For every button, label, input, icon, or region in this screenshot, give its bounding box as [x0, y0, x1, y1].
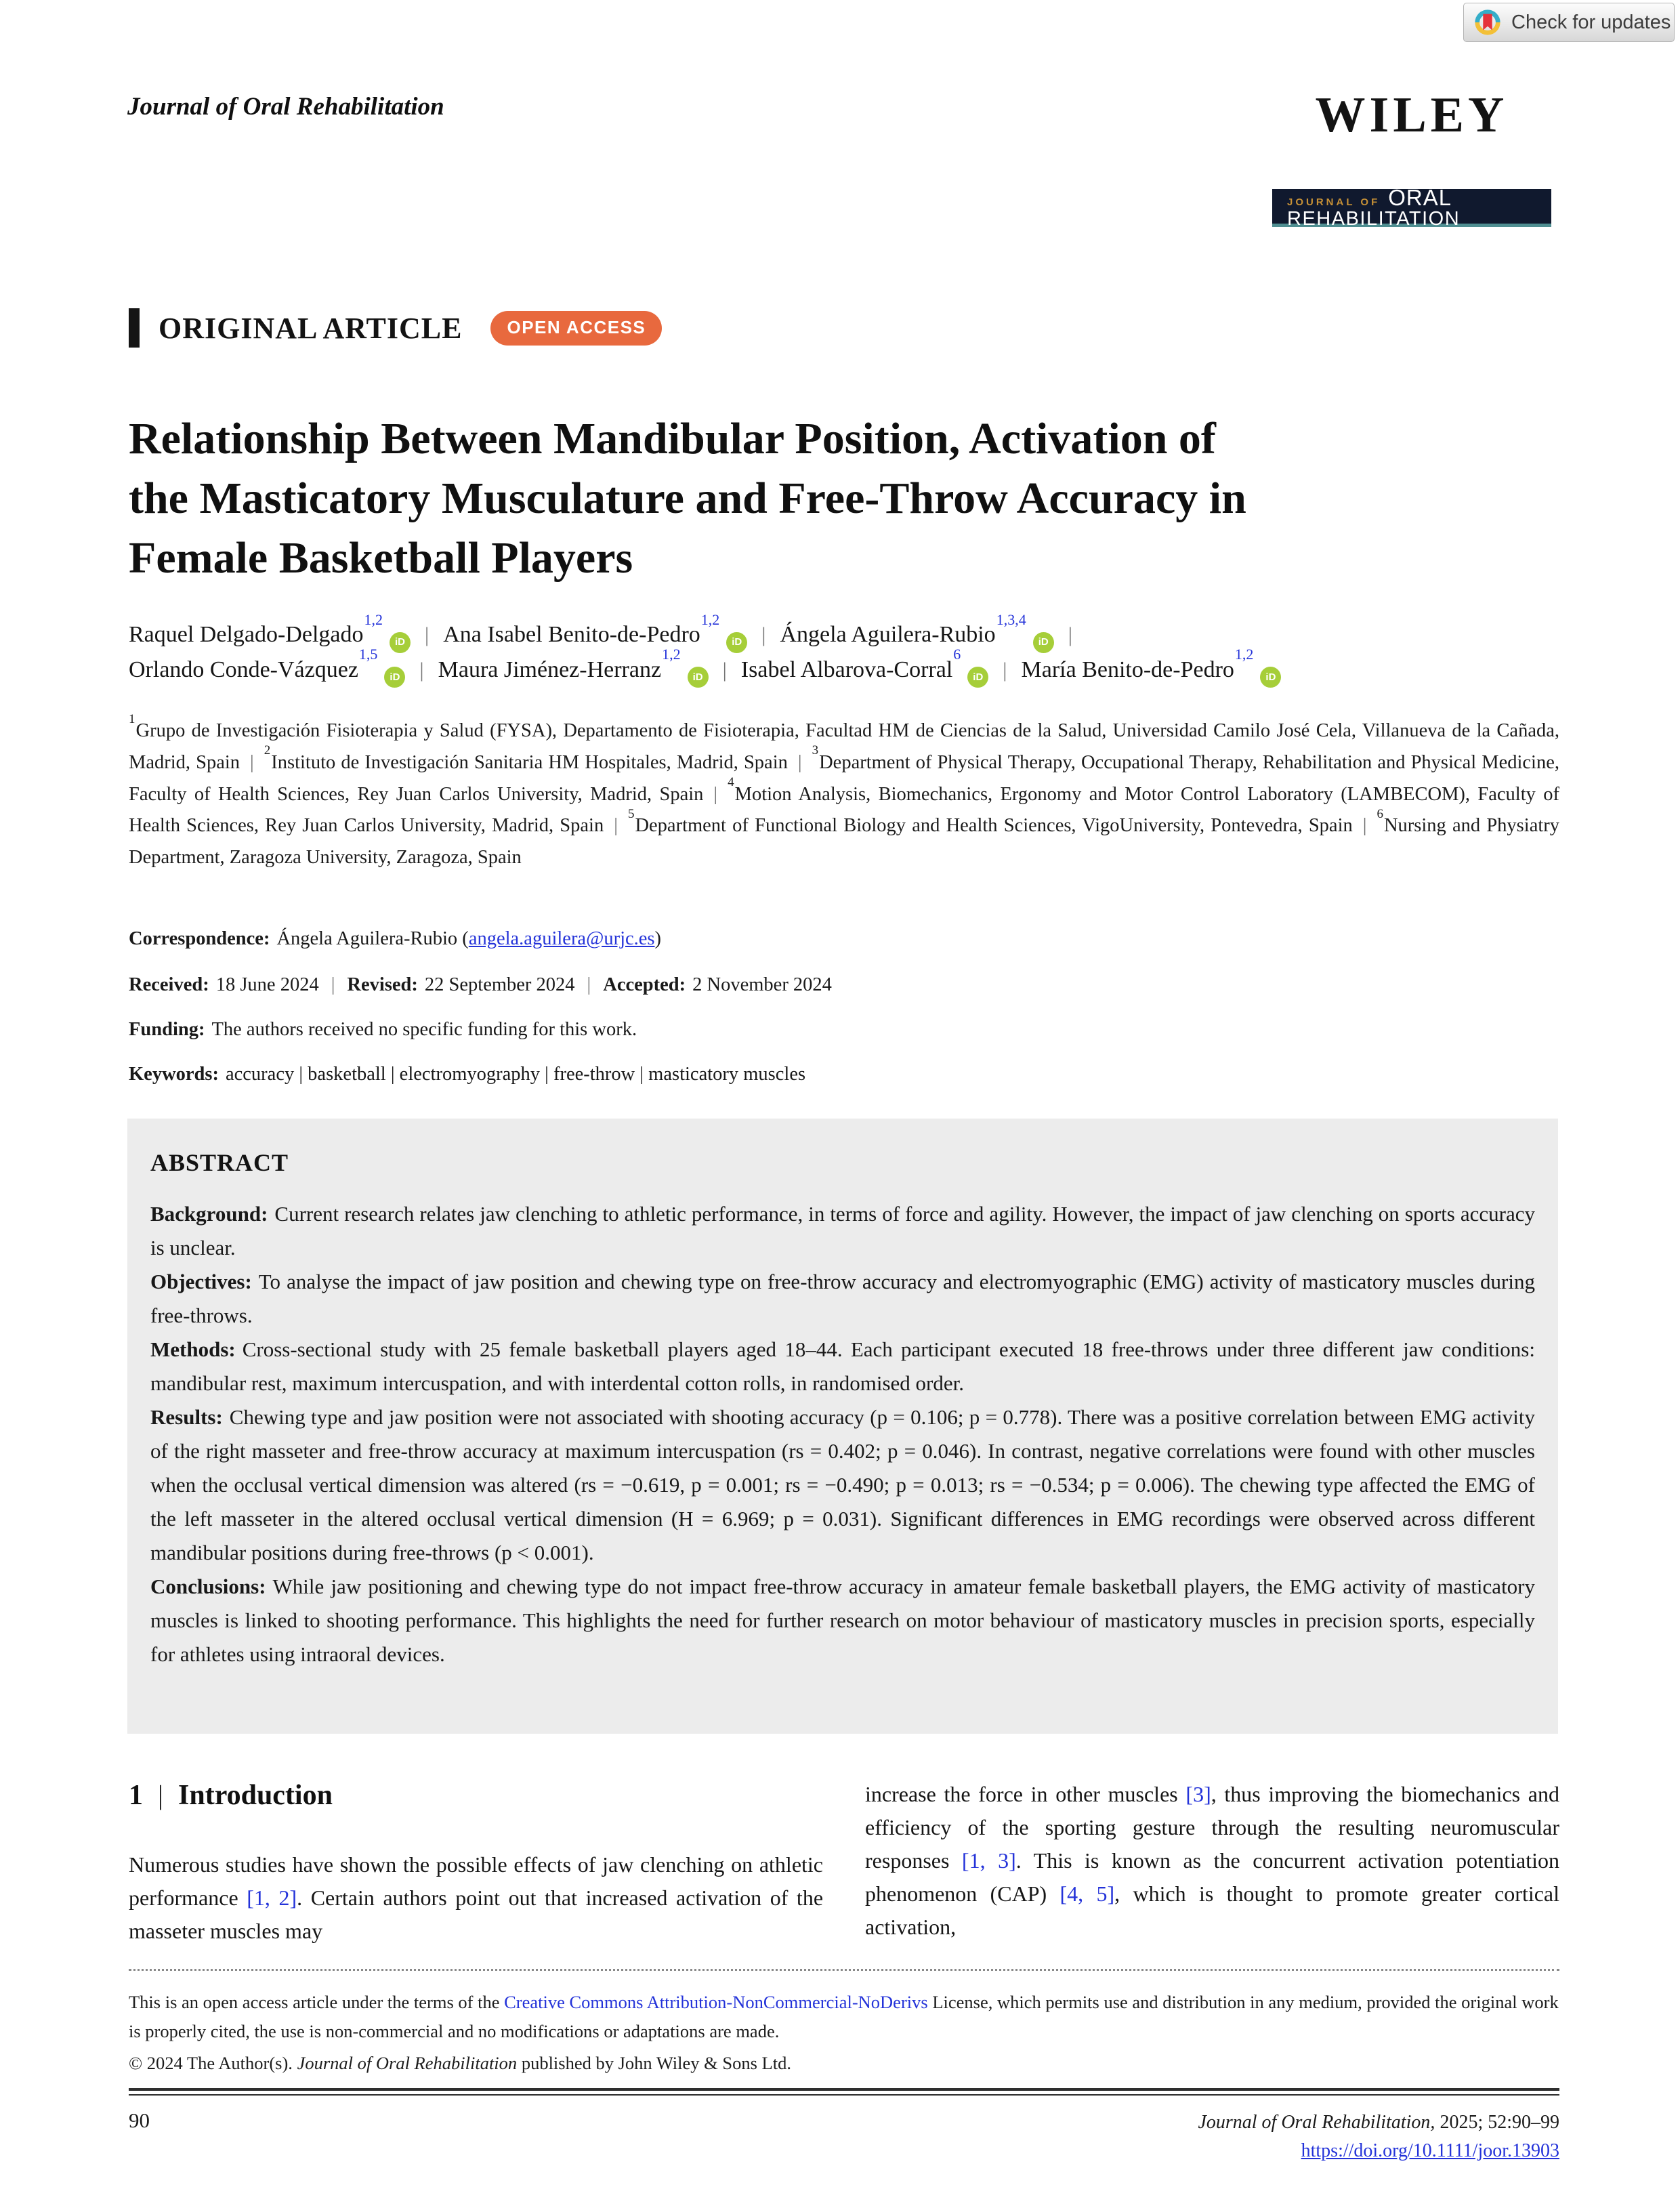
affiliation-text: Grupo de Investigación Fisioterapia y Salud (FYSA), Departamento de Fisioterapia, Facultad HM de Ciencias de la Salud, Universidad Camilo José Cela, Villanueva de la Cañada, Madrid, Spain — [129, 720, 1559, 773]
author-affiliation-numbers: 1,2 — [662, 646, 681, 663]
citation-link[interactable]: [3] — [1185, 1782, 1211, 1806]
journal-citation-rest: 2025; 52:90–99 — [1435, 2112, 1559, 2133]
intro-text: . Certain authors point out that increased activation of the masseter muscles may — [129, 1886, 824, 1943]
correspondence-label: Correspondence: — [129, 928, 270, 949]
crossmark-icon — [1473, 8, 1502, 37]
banner-title-bottom: REHABILITATION — [1287, 208, 1461, 230]
abstract-methods-label: Methods: — [150, 1337, 236, 1361]
affiliation-separator: | — [250, 751, 254, 773]
intro-text: . This is known as the concurrent activation potentiation phenomenon (CAP) — [865, 1848, 1560, 1906]
abstract-conclusions-label: Conclusions: — [150, 1575, 266, 1598]
footnote-divider — [129, 1969, 1559, 1971]
author-name: María Benito-de-Pedro — [1021, 657, 1234, 682]
orcid-icon[interactable]: iD — [1033, 632, 1054, 653]
author — [740, 646, 961, 682]
citation-link[interactable]: [1, 2] — [247, 1886, 297, 1910]
correspondence-email-link[interactable]: angela.aguilera@urjc.es — [468, 928, 655, 949]
abstract-methods-text: Cross-sectional study with 25 female basketball players aged 18–44. Each participant executed 18 free-throws under three different jaw conditions: mandibular rest, maximum intercuspation, and with interdental cotton rolls, in randomised order. — [150, 1337, 1535, 1395]
intro-text: , thus improving the biomechanics and efficiency of the sporting gesture through the resulting neuromuscular responses — [865, 1782, 1560, 1873]
author — [129, 646, 378, 682]
author-affiliation-numbers: 6 — [953, 646, 961, 663]
author — [443, 610, 720, 647]
affiliation-number: 1 — [129, 711, 135, 726]
author — [780, 610, 1026, 647]
section-number: 1 — [129, 1780, 143, 1811]
journal-citation-line — [1198, 2108, 1559, 2137]
author-name: Raquel Delgado-Delgado — [129, 622, 364, 647]
copyright-note — [129, 2053, 1559, 2074]
abstract-box — [127, 1119, 1558, 1734]
author-separator: | — [722, 657, 727, 682]
affiliation-number: 6 — [1377, 806, 1383, 821]
author-affiliation-numbers: 1,2 — [700, 610, 720, 628]
keywords-text: accuracy | basketball | electromyography | free-throw | masticatory muscles — [225, 1064, 806, 1085]
intro-right-column — [865, 1778, 1559, 1948]
revised-label: Revised: — [347, 974, 418, 995]
section-title: Introduction — [178, 1780, 333, 1811]
article-title-line: Female Basketball Players — [129, 533, 633, 583]
correspondence-name: Ángela Aguilera-Rubio ( — [276, 928, 469, 949]
orcid-icon[interactable]: iD — [967, 667, 988, 688]
abstract-conclusions — [150, 1570, 1535, 1671]
abstract-objectives-text: To analyse the impact of jaw position and chewing type on free-throw accuracy and electromyographic (EMG) activity of masticatory muscles during free-throws. — [150, 1270, 1535, 1327]
author-name: Ana Isabel Benito-de-Pedro — [443, 622, 700, 647]
funding-label: Funding: — [129, 1019, 205, 1040]
author-separator: | — [1068, 623, 1072, 646]
abstract-background-label: Background: — [150, 1202, 268, 1226]
received-label: Received: — [129, 974, 209, 995]
orcid-icon[interactable]: iD — [688, 667, 709, 688]
copyright-journal-name: Journal of Oral Rehabilitation — [297, 2053, 518, 2073]
license-text: This is an open access article under the terms of the — [129, 1992, 505, 2012]
article-title-line: Relationship Between Mandibular Position, Activation of — [129, 414, 1216, 463]
funding-text: The authors received no specific funding for this work. — [211, 1019, 637, 1040]
funding-statement — [129, 1018, 1559, 1042]
author-affiliation-numbers: 1,2 — [1234, 646, 1254, 663]
affiliation-separator: | — [1362, 815, 1367, 837]
page-number: 90 — [129, 2108, 150, 2132]
author — [129, 610, 383, 647]
article-type-row — [129, 308, 662, 348]
section-heading-separator: | — [158, 1780, 164, 1810]
affiliation-text: Instituto de Investigación Sanitaria HM Hospitales, Madrid, Spain — [271, 751, 788, 773]
affiliation-text: Motion Analysis, Biomechanics, Ergonomy and Motor Control Laboratory (LAMBECOM), Faculty of Health Sciences, Rey Juan Carlos University, Madrid, Spain — [129, 783, 1559, 837]
affiliation-number: 4 — [728, 775, 734, 790]
history-dates — [129, 973, 1559, 997]
orcid-icon[interactable]: iD — [384, 667, 405, 688]
doi-link[interactable]: https://doi.org/10.1111/joor.13903 — [1301, 2140, 1559, 2161]
intro-paragraph-right — [865, 1778, 1559, 1944]
date-separator: | — [587, 974, 591, 995]
banner-kicker: JOURNAL OF — [1287, 196, 1381, 208]
accepted-label: Accepted: — [603, 974, 686, 995]
authors-list — [129, 610, 1572, 688]
license-note — [129, 1988, 1559, 2046]
author-separator: | — [1003, 657, 1007, 682]
journal-citation-name: Journal of Oral Rehabilitation, — [1198, 2112, 1435, 2133]
author-name: Maura Jiménez-Herranz — [438, 657, 662, 682]
keywords — [129, 1062, 1559, 1087]
copyright-text: © 2024 The Author(s). — [129, 2053, 297, 2073]
footer-rule — [129, 2088, 1559, 2096]
affiliation-text: Department of Physical Therapy, Occupational Therapy, Rehabilitation and Physical Medicine, Faculty of Health Sciences, Rey Juan Carlos University, Madrid, Spain — [129, 751, 1559, 805]
open-access-badge: OPEN ACCESS — [490, 311, 662, 346]
orcid-icon[interactable]: iD — [390, 632, 411, 653]
intro-left-column — [129, 1778, 823, 1948]
revised-date: 22 September 2024 — [424, 974, 575, 995]
author — [438, 646, 681, 682]
introduction-section — [129, 1778, 1559, 1948]
page-footer — [129, 2108, 1559, 2165]
article-type-label: ORIGINAL ARTICLE — [159, 311, 463, 345]
accepted-date: 2 November 2024 — [692, 974, 832, 995]
banner-title-top: ORAL — [1388, 185, 1452, 210]
intro-text: Numerous studies have shown the possible effects of jaw clenching on athletic performance — [129, 1852, 823, 1910]
affiliation-separator: | — [797, 751, 802, 773]
author-affiliation-numbers: 1,5 — [358, 646, 378, 663]
author-affiliation-numbers: 1,3,4 — [996, 610, 1026, 628]
wiley-logo: WILEY — [1315, 87, 1509, 143]
affiliations — [129, 711, 1559, 874]
creative-commons-license-link[interactable]: Creative Commons Attribution-NonCommercial-NoDerivs — [504, 1992, 928, 2012]
check-for-updates-badge[interactable] — [1463, 3, 1675, 42]
correspondence-suffix: ) — [654, 928, 662, 949]
orcid-icon[interactable]: iD — [726, 632, 747, 653]
copyright-text: published by John Wiley & Sons Ltd. — [517, 2053, 791, 2073]
author-affiliation-numbers: 1,2 — [364, 610, 383, 628]
article-title — [129, 409, 1572, 588]
affiliation-text: Nursing and Physiatry Department, Zaragoza University, Zaragoza, Spain — [129, 815, 1559, 869]
abstract-background — [150, 1197, 1535, 1265]
article-title-line: the Masticatory Musculature and Free-Throw Accuracy in — [129, 474, 1246, 523]
journal-cover-banner — [1272, 185, 1551, 230]
author-separator: | — [761, 623, 766, 646]
abstract-objectives — [150, 1265, 1535, 1333]
received-date: 18 June 2024 — [215, 974, 319, 995]
author-line-2 — [129, 646, 1572, 688]
author-line-1 — [129, 610, 1572, 653]
affiliation-number: 2 — [264, 743, 271, 758]
abstract-results-label: Results: — [150, 1405, 223, 1429]
keywords-label: Keywords: — [129, 1064, 219, 1085]
author-separator: | — [419, 657, 424, 682]
journal-citation — [1198, 2108, 1559, 2165]
banner-top-row — [1287, 186, 1551, 209]
affiliation-separator: | — [614, 815, 618, 837]
license-text: License, which permits use and distribution in any medium, provided the original work is properly cited, the use is non-commercial and no modifications or adaptations are made. — [129, 1992, 1559, 2041]
abstract-results-text: Chewing type and jaw position were not associated with shooting accuracy (p = 0.106; p = 0.778). There was a positive correlation between EMG activity of the right masseter and free-throw accuracy at maximum intercuspation (rs = 0.402; p = 0.046). In contrast, negative correlations were found with other muscles when the occlusal vertical dimension was altered (rs = −0.619, p = 0.001; rs = −0.490; p = 0.013; rs = −0.534; p = 0.006). The chewing type affected the EMG of the left masseter in the altered occlusal vertical dimension (H = 6.969; p = 0.031). Significant differences in EMG recordings were observed across different mandibular positions during free-throws (p < 0.001). — [150, 1405, 1535, 1564]
intro-paragraph-left — [129, 1848, 823, 1948]
abstract-results — [150, 1400, 1535, 1570]
affiliation-number: 5 — [627, 806, 635, 821]
intro-text: increase the force in other muscles — [865, 1782, 1186, 1806]
correspondence — [129, 927, 1559, 951]
intro-text: , which is thought to promote greater cortical activation, — [865, 1881, 1560, 1939]
section-heading-introduction — [129, 1778, 823, 1813]
abstract-conclusions-text: While jaw positioning and chewing type do not impact free-throw accuracy in amateur female basketball players, the EMG activity of masticatory muscles is linked to shooting performance. This highlights the need for further research on motor behaviour of masticatory muscles in precision sports, especially for athletes using intraoral devices. — [150, 1575, 1535, 1666]
abstract-methods — [150, 1333, 1535, 1400]
abstract-objectives-label: Objectives: — [150, 1270, 252, 1293]
author-name: Isabel Albarova-Corral — [740, 657, 953, 682]
citation-link[interactable]: [4, 5] — [1059, 1881, 1115, 1906]
journal-name: Journal of Oral Rehabilitation — [127, 93, 444, 121]
orcid-icon[interactable]: iD — [1260, 667, 1281, 688]
affiliation-number: 3 — [812, 743, 819, 758]
affiliation-separator: | — [713, 783, 718, 805]
check-for-updates-label: Check for updates — [1511, 11, 1671, 33]
author-name: Ángela Aguilera-Rubio — [780, 622, 996, 647]
date-separator: | — [331, 974, 335, 995]
author-separator: | — [425, 623, 429, 646]
abstract-heading: ABSTRACT — [150, 1149, 289, 1176]
author-name: Orlando Conde-Vázquez — [129, 657, 358, 682]
author — [1021, 646, 1254, 682]
abstract-background-text: Current research relates jaw clenching to athletic performance, in terms of force and agility. However, the impact of jaw clenching on sports accuracy is unclear. — [150, 1202, 1535, 1259]
citation-link[interactable]: [1, 3] — [961, 1848, 1016, 1873]
article-type-bar — [129, 308, 140, 348]
affiliation-text: Department of Functional Biology and Health Sciences, VigoUniversity, Pontevedra, Spain — [635, 815, 1353, 837]
